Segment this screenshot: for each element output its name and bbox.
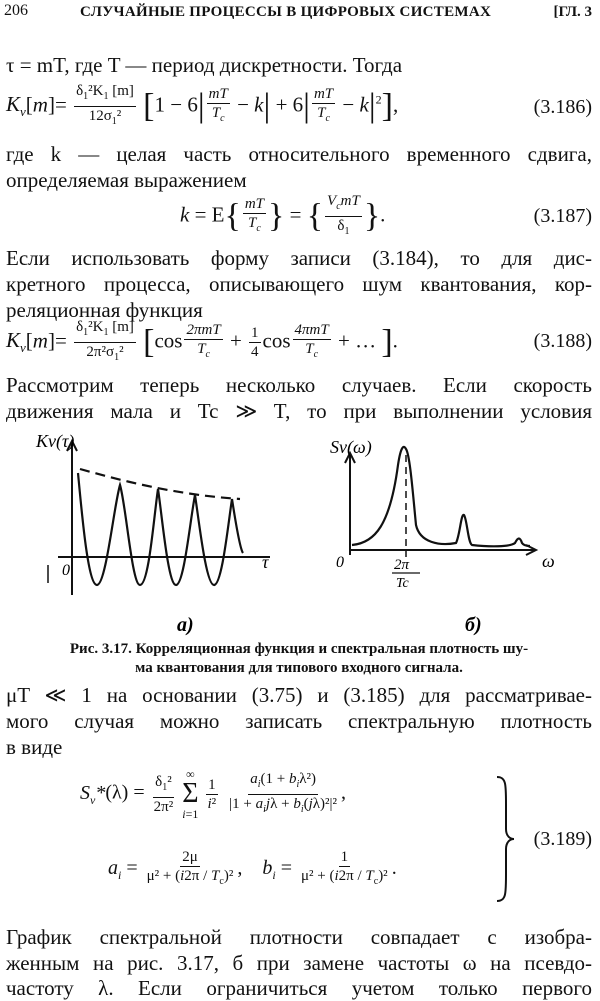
text-line: мого случая можно записать спектральную плотность xyxy=(6,709,592,733)
page-number: 206 xyxy=(4,2,28,19)
equation-number: (3.188) xyxy=(533,330,592,352)
chapter-label: [ГЛ. 3 xyxy=(553,4,592,20)
text-line: определяемая выражением xyxy=(6,168,247,192)
text-line: в виде xyxy=(6,735,63,759)
text-line: женным на рис. 3.17, б при замене частоты ω на псевдо- xyxy=(6,951,592,975)
right-tick-denominator: Tc xyxy=(396,576,409,591)
equation-number: (3.189) xyxy=(533,828,592,850)
text-line: График спектральной плотности совпадает с изобра- xyxy=(6,925,592,949)
panel-a xyxy=(48,441,270,595)
equation-3-189: $S_v*(\lambda)$ = $\frac{\delta_1^2}{\text{2π²}}$ ∞ Σ i=1 $\frac{1}{\text{i²}}$ $\frac{a_i(1 + b_i\lambda^2)}{|1 + a_ij\lambda + b_i(j\lambda)^2|^2}$ , $a_i$ = $\frac{2\mu}{\mu^2 + (i2\pi / T_c)^2}$ , $b_i$ = $\frac{1}{\mu^2 + (i2\pi / T_c)^2}$ . xyxy=(80,767,397,887)
right-y-axis-label: Sv(ω) xyxy=(330,437,372,457)
text-line: кретного процесса, описывающего шум квантования, кор- xyxy=(6,272,592,296)
figure-caption-line: ма квантования для типового входного сигнала. xyxy=(135,660,463,676)
equation-3-186: $K_v[m]=$ $\frac{\delta_1^2K_1 [m]}{12\sigma_1^2}$ [1 − 6| $\frac{mT}{T_c}$ − k| + 6| $\frac{mT}{T_c}$ − $k|^2$], xyxy=(6,83,399,127)
left-origin-label: 0 xyxy=(62,562,70,579)
text-line: реляционная функция xyxy=(6,298,203,322)
right-x-axis-label: ω xyxy=(542,551,555,571)
text-line: движения мала и Tc ≫ T, то при выполнении условия xyxy=(6,399,592,423)
text-line: τ = mT, где T — период дискретности. Тогда xyxy=(6,53,403,77)
left-x-axis-label: τ xyxy=(262,552,269,572)
equation-brace xyxy=(494,774,516,904)
running-header xyxy=(4,2,592,24)
text-line: где k — целая часть относительного временного сдвига, xyxy=(6,142,592,166)
panel-b xyxy=(345,447,536,557)
right-tick-numerator: 2π xyxy=(394,557,410,573)
figure-3-17 xyxy=(0,425,600,640)
equation-number: (3.186) xyxy=(533,96,592,118)
text-line: частоту λ. Если ограничиться учетом только первого xyxy=(6,976,592,1000)
figure-caption-line: Рис. 3.17. Корреляционная функция и спектральная плотность шу- xyxy=(69,641,529,657)
running-title: СЛУЧАЙНЫЕ ПРОЦЕССЫ В ЦИФРОВЫХ СИСТЕМАХ xyxy=(80,4,492,20)
equation-number: (3.187) xyxy=(533,205,592,227)
text-line: Если использовать форму записи (3.184), то для дис- xyxy=(6,246,592,270)
left-y-axis-label: Kv(τ) xyxy=(36,431,75,451)
equation-3-188: $K_v[m]=$ $\frac{\delta_1^2K_1 [m]}{2\pi^2\sigma_1^2}$ [cos $\frac{\text{2πmT}}{T_c}$ + $\frac{1}{4}$ cos $\frac{\text{4πmT}}{T_c}$ + … ]. xyxy=(6,319,398,363)
right-origin-label: 0 xyxy=(336,554,344,571)
equation-3-187: k = E{ $\frac{mT}{T_c}$ } = { $\frac{V_cmT}{\delta_1}$ }. xyxy=(180,193,386,237)
text-line: Рассмотрим теперь несколько случаев. Если скорость xyxy=(6,373,592,397)
text-line: μT ≪ 1 на основании (3.75) и (3.185) для рассматривае- xyxy=(6,683,592,707)
panel-b-label: б) xyxy=(465,614,482,636)
panel-a-label: а) xyxy=(177,614,194,636)
